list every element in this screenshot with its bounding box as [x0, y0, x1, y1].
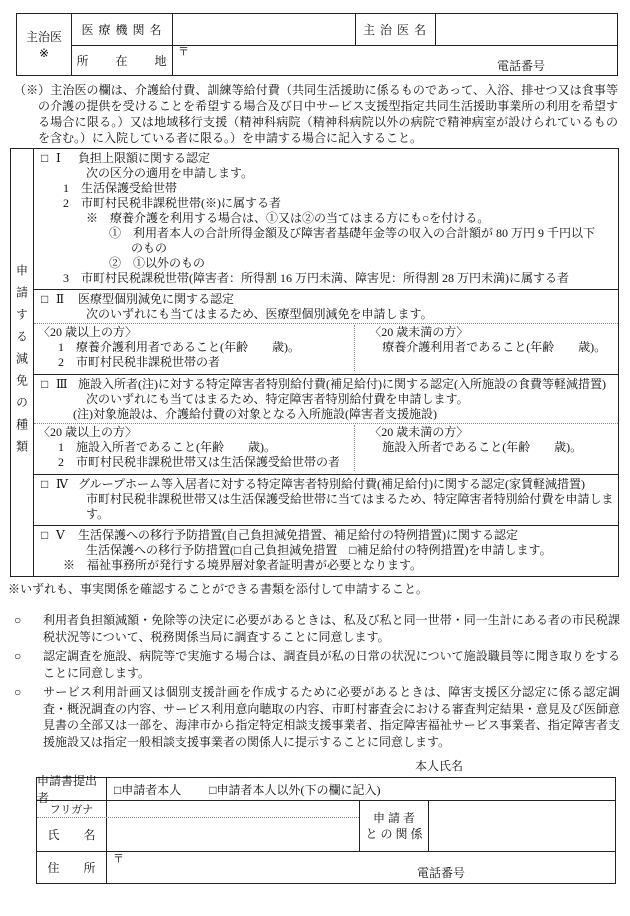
section-5-option-2: 補足給付の特例措置: [356, 543, 465, 557]
section-1-intro: 次の区分の適用を申請します。: [86, 166, 254, 180]
section-2-title: 医療型個別減免に関する認定: [78, 292, 235, 306]
section-3-minor-header: 〈20 歳未満の方〉: [369, 425, 469, 439]
medical-org-label: 医 療 機 関 名: [72, 14, 173, 45]
section-1-sub-1-cont: のもの: [131, 241, 168, 255]
consent-item: [14, 684, 620, 750]
consent-text-1: 利用者負担額減額・免除等の決定に必要があるときは、私及び私と同一世帯・同一生計にある者の市民税課税状況等について、税務関係当局に調査することに同意します。: [43, 613, 620, 644]
section-5-title: 生活保護への移行予防措置(自己負担減免措置、補足給付の特例措置)に関する認定: [78, 528, 518, 542]
submitter-address-field[interactable]: [107, 852, 615, 883]
section-2-adult-column: [34, 325, 355, 371]
checkbox-section-2[interactable]: □: [41, 292, 49, 306]
section-3-note: (注)対象施設は、介護給付費の対象となる入所施設(障害者支援施設): [73, 407, 437, 421]
section-1-title: 負担上限額に関する認定: [78, 151, 211, 165]
section-5-intro-pre: 生活保護への移行予防措置(: [86, 543, 234, 557]
section-3-numeral: Ⅲ: [56, 377, 68, 391]
section-4-numeral: Ⅳ: [56, 477, 68, 491]
section-1-item-2: 2 市町村民税非課税世帯(※)に属する者: [63, 196, 281, 210]
section-3: [34, 374, 618, 474]
section-1-item-3: 3 市町村民税課税世帯(障害者：所得割 16 万円未満、障害児：所得割 28 万円未満)に属する者: [63, 271, 569, 285]
attending-doctor-row-label: [17, 14, 72, 75]
doctor-phone-label: 電話番号: [497, 59, 546, 73]
submitter-option-self-label: 申請者本人: [121, 782, 182, 797]
applicant-name-label: 本人氏名: [415, 759, 464, 773]
relation-label-line1: 申 請 者: [372, 811, 415, 825]
consent-item: [14, 648, 620, 681]
checkbox-supplementary-special[interactable]: □: [349, 543, 357, 557]
name-field[interactable]: [107, 818, 359, 851]
section-1-item-1: 1 生活保護受給世帯: [63, 181, 178, 195]
consent-text-2: 認定調査を施設、病院等で実施する場合は、調査員が私の日常の状況について施設職員等に聞き取りをすることに同意します。: [43, 649, 620, 680]
section-5-option-1: 自己負担減免措置: [241, 543, 338, 557]
medical-org-field[interactable]: [173, 14, 356, 45]
doctor-name-label: 主 治 医 名: [356, 14, 436, 45]
checkbox-section-1[interactable]: □: [41, 151, 49, 165]
submitter-label: 申請書提出者: [37, 778, 107, 800]
circle-bullet-icon: ○: [14, 613, 22, 627]
section-3-title: 施設入所者(注)に対する特定障害者特別給付費(補足給付)に関する認定(入所施設の食費等軽減措置): [78, 377, 606, 391]
section-1-numeral: Ⅰ: [56, 151, 61, 165]
section-4-intro: 市町村民税非課税世帯又は生活保護受給世帯に当てはまるため、特定障害者特別給付費を申請します。: [86, 492, 614, 521]
section-1-note: ※ 療養介護を利用する場合は、①又は②の当てはまる方にも○を付ける。: [86, 211, 490, 225]
section-1-sub-2: ② ①以外のもの: [109, 256, 206, 270]
section-2-intro: 次のいずれにも当てはまるため、医療型個別減免を申請します。: [86, 307, 433, 321]
checkbox-section-4[interactable]: □: [41, 477, 49, 491]
doctor-address-field[interactable]: [173, 46, 617, 75]
doctor-name-field[interactable]: [436, 14, 618, 45]
section-3-minor-item-1: 施設入所者であること(年齢 歳)。: [382, 440, 583, 454]
doctor-address-label: 所 在 地: [72, 46, 173, 75]
section-2-adult-header: 〈20 歳以上の方〉: [38, 325, 138, 339]
submitter-address-label: 住 所: [37, 852, 107, 883]
furigana-field[interactable]: [107, 801, 359, 817]
section-3-adult-column: [34, 425, 355, 471]
submitter-phone-label: 電話番号: [417, 866, 466, 880]
section-3-adult-item-1: 1 施設入所者であること(年齢 歳)。: [58, 440, 276, 454]
checkbox-applicant-self[interactable]: □: [114, 782, 122, 797]
checkbox-self-pay-relief[interactable]: □: [234, 543, 242, 557]
furigana-label: フリガナ: [37, 801, 107, 817]
checkbox-section-3[interactable]: □: [41, 377, 49, 391]
circle-bullet-icon: ○: [14, 685, 22, 699]
attending-doctor-asterisk: ※: [38, 45, 50, 60]
section-2-minor-column: [355, 325, 618, 371]
consent-list: [14, 612, 620, 750]
checkbox-applicant-other[interactable]: □: [209, 782, 217, 797]
section-3-adult-item-2: 2 市町村民税非課税世帯又は生活保護受給世帯の者: [58, 455, 341, 469]
exemption-side-label: 申請する減免の種類: [14, 263, 29, 462]
submitter-option-other: [209, 781, 380, 798]
relation-label-line2: と の 関 係: [365, 827, 423, 841]
section-5-note: ※ 福祉事務所が発行する境界層対象者証明書が必要となります。: [63, 558, 423, 572]
attending-doctor-note: （※）主治医の欄は、介護給付費、訓練等給付費（共同生活援助に係るものであって、入浴、排せつ又は食事等の介護の提供を受けることを希望する場合及び日中サービス支援型指定共同生活援助事業所の利用を希望する場合に限る。）又は地域移行支援（精神科病院（精神科病院以外の病院で精神病室が設けられているものを含む。）に入院している者に限る。）を申請する場合に記入すること。: [14, 83, 618, 145]
postal-mark-icon: 〒: [113, 853, 124, 865]
section-3-adult-header: 〈20 歳以上の方〉: [38, 425, 138, 439]
section-5-intro: [34, 543, 618, 558]
exemption-side-cell: [11, 149, 34, 576]
section-3-minor-column: [355, 425, 618, 471]
consent-item: [14, 612, 620, 645]
checkbox-section-5[interactable]: □: [41, 528, 49, 542]
submitter-option-self: [114, 781, 181, 798]
section-5-option-gap: [337, 543, 349, 557]
submitter-table: [36, 774, 616, 884]
section-2: [34, 289, 618, 374]
section-2-numeral: Ⅱ: [56, 292, 65, 306]
section-2-minor-item-1: 療養介護利用者であること(年齢 歳)。: [382, 340, 607, 354]
relation-label: [360, 801, 429, 851]
postal-mark-icon: 〒: [178, 46, 189, 58]
section-1: [34, 149, 618, 289]
section-4: [34, 474, 618, 525]
section-5: [34, 525, 618, 576]
submitter-option-other-label: 申請者本人以外(下の欄に記入): [216, 782, 381, 797]
section-3-intro: 次のいずれにも当てはまるため、特定障害者特別給付費を申請します。: [86, 392, 469, 406]
section-2-adult-item-2: 2 市町村民税非課税世帯の者: [58, 355, 221, 369]
section-5-numeral: Ⅴ: [56, 528, 65, 542]
attach-documents-note: ※いずれも、事実関係を確認することができる書類を添付して申請すること。: [8, 582, 429, 596]
attending-doctor-table: [16, 13, 618, 76]
section-2-minor-header: 〈20 歳未満の方〉: [369, 325, 469, 339]
section-4-title: グループホーム等入居者に対する特定障害者特別給付費(補足給付)に関する認定(家賃軽減措置): [78, 477, 586, 491]
attending-doctor-label: 主治医: [25, 29, 62, 44]
relation-field[interactable]: [429, 801, 615, 851]
section-2-adult-item-1: 1 療養介護利用者であること(年齢 歳)。: [58, 340, 300, 354]
exemption-table: [10, 148, 619, 577]
section-1-sub-1: ① 利用者本人の合計所得金額及び障害者基礎年金等の収入の合計額が 80 万円 9 千円以下: [109, 226, 596, 240]
section-5-intro-post: )を申請します。: [464, 543, 552, 557]
consent-text-3: サービス利用計画又は個別支援計画を作成するために必要があるときは、障害支援区分認定に係る認定調査・概況調査の内容、サービス利用意向聴取の内容、市町村審査会における審査判定結果・意見及び医師意見書の全部又は一部を、海津市から指定特定相談支援事業者、指定障害福祉サービス事業者、指定障害者支援施設又は指定一般相談支援事業者の関係人に提示することに同意します。: [43, 685, 620, 749]
name-label: 氏 名: [37, 818, 107, 851]
circle-bullet-icon: ○: [14, 649, 22, 663]
